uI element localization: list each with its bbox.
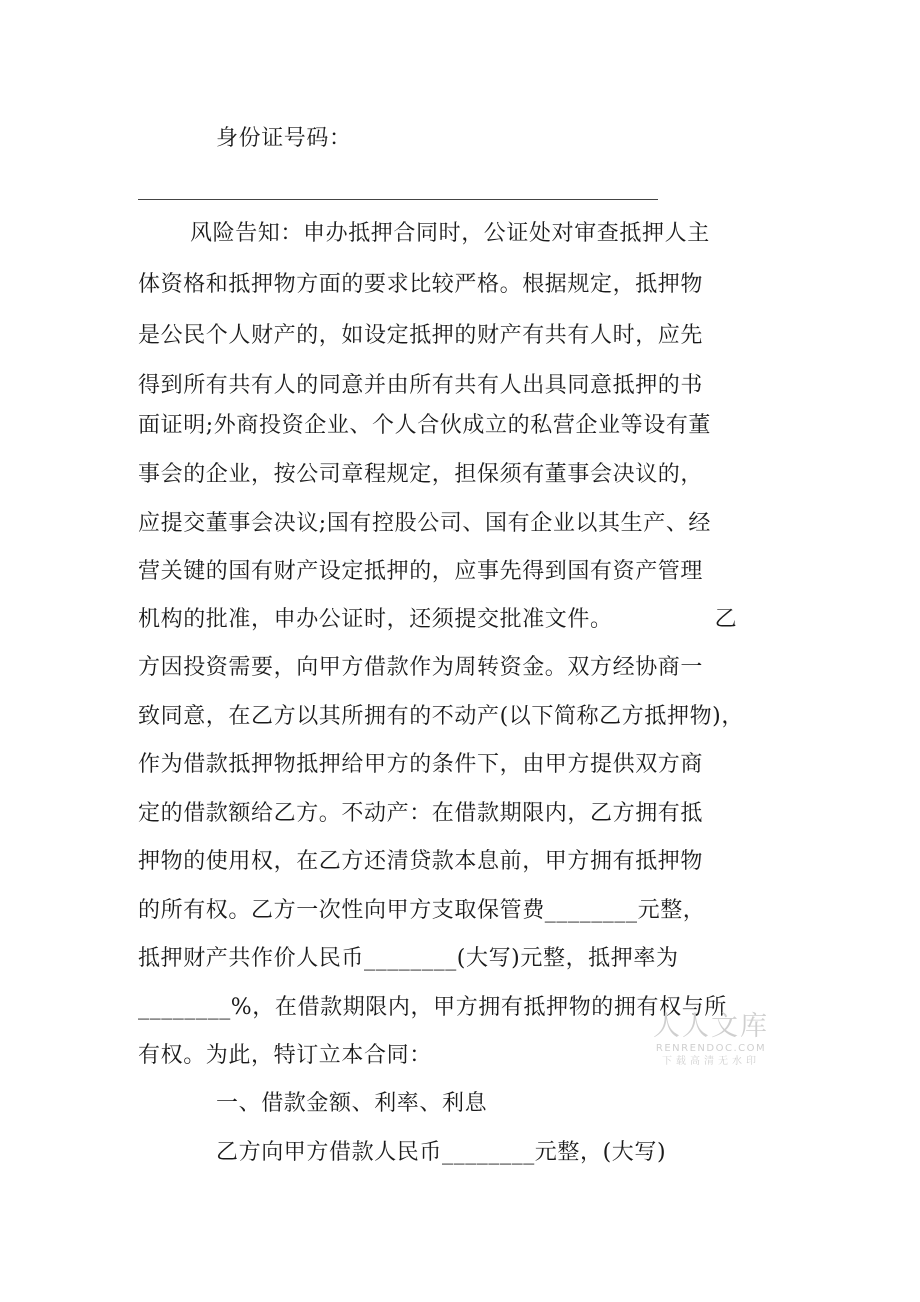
body-text-line: 有权。为此，特订立本合同： xyxy=(138,1043,432,1068)
body-text-line: 得到所有共有人的同意并由所有共有人出具同意抵押的书 xyxy=(138,373,704,398)
watermark xyxy=(646,1012,776,1068)
body-text-line: 事会的企业，按公司章程规定，担保须有董事会决议的， xyxy=(138,462,704,487)
body-text-line: 体资格和抵押物方面的要求比较严格。根据规定，抵押物 xyxy=(138,272,704,297)
body-text-line: 抵押财产共作价人民币________(大写)元整，抵押率为 xyxy=(138,946,679,971)
body-text-line: 乙方向甲方借款人民币________元整，(大写) xyxy=(216,1140,667,1165)
body-text-line: 机构的批准，申办公证时，还须提交批准文件。 乙 xyxy=(138,607,738,632)
body-text-line: 致同意，在乙方以其所拥有的不动产(以下简称乙方抵押物)， xyxy=(138,704,744,729)
body-text-line: 方因投资需要，向甲方借款作为周转资金。双方经协商一 xyxy=(138,655,704,680)
signature-underline xyxy=(138,199,658,200)
body-text-line: 营关键的国有财产设定抵押的，应事先得到国有资产管理 xyxy=(138,559,704,584)
risk-notice-line: 风险告知：申办抵押合同时，公证处对审查抵押人主 xyxy=(190,221,710,246)
body-text-line: 押物的使用权，在乙方还清贷款本息前，甲方拥有抵押物 xyxy=(138,849,704,874)
section-heading: 一、借款金额、利率、利息 xyxy=(216,1091,488,1116)
watermark-tagline: 下载高清无水印 xyxy=(662,1056,760,1067)
body-text-line: 面证明;外商投资企业、个人合伙成立的私营企业等设有董 xyxy=(138,413,712,438)
body-text-line: ________%，在借款期限内，甲方拥有抵押物的拥有权与所 xyxy=(138,995,727,1020)
watermark-url: RENRENDOC.COM xyxy=(655,1043,767,1054)
body-text-line: 的所有权。乙方一次性向甲方支取保管费________元整， xyxy=(138,898,706,923)
body-text-line: 定的借款额给乙方。不动产：在借款期限内，乙方拥有抵 xyxy=(138,801,704,826)
body-text-line: 是公民个人财产的，如设定抵押的财产有共有人时，应先 xyxy=(138,323,704,348)
body-text-line: 应提交董事会决议;国有控股公司、国有企业以其生产、经 xyxy=(138,511,712,536)
watermark-logo: 人人文库 xyxy=(653,1011,769,1042)
body-text-line: 作为借款抵押物抵押给甲方的条件下，由甲方提供双方商 xyxy=(138,752,704,777)
id-number-label: 身份证号码： xyxy=(216,126,352,151)
